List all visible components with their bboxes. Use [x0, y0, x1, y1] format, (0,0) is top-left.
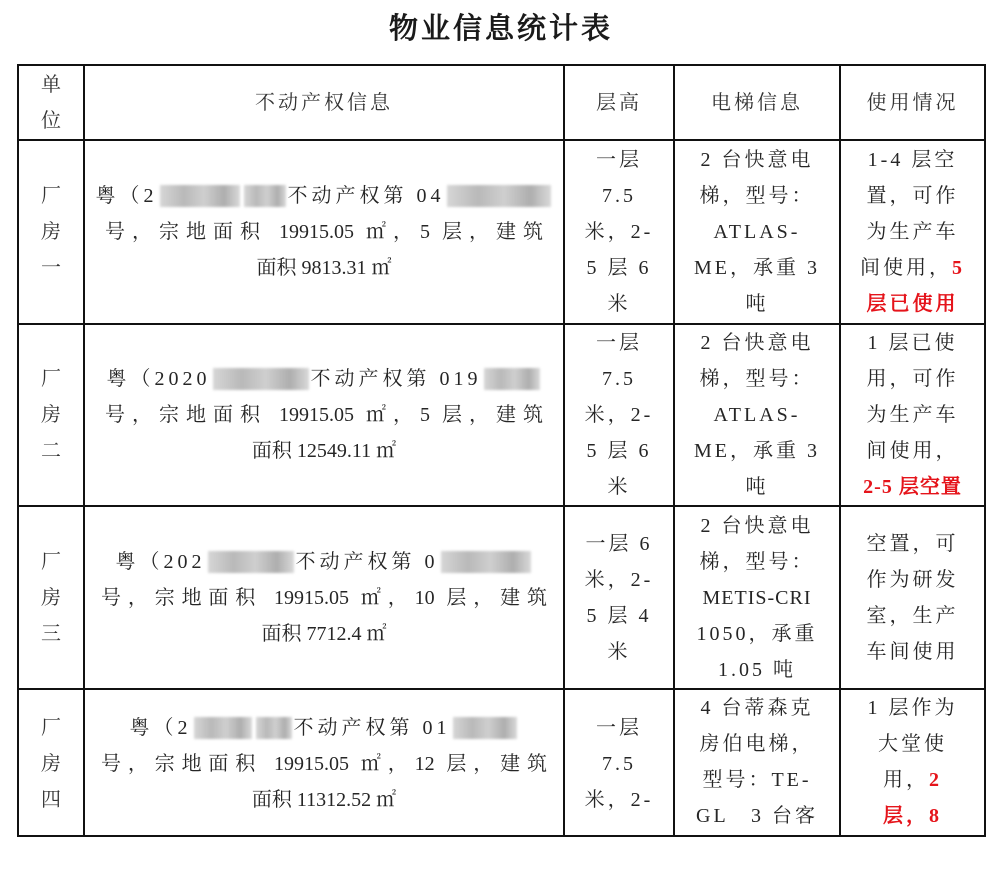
building-area-line: 面积 7712.4 ㎡: [261, 622, 387, 645]
certificate-prefix: 粤（2020: [106, 368, 211, 390]
usage-text: 为生产车: [866, 404, 959, 426]
floor-height-line: 一层 6: [585, 532, 653, 555]
redacted-block: [208, 551, 294, 573]
usage-text: 置，可作: [866, 185, 959, 207]
usage-text: 室，生产: [866, 604, 959, 627]
unit-char: 厂: [41, 185, 61, 207]
usage-text: 1 层作为: [867, 697, 958, 719]
floor-height-line: 米，2-: [584, 568, 654, 591]
header-unit-char: 单: [41, 73, 61, 96]
floor-height-line: 米，2-: [584, 221, 654, 243]
usage-line: [841, 598, 984, 634]
header-property-rights: [84, 65, 564, 140]
elevator-info-line: ATLAS-: [713, 404, 801, 426]
header-elevator-info-label: 电梯信息: [711, 91, 803, 114]
usage-line: [841, 433, 984, 469]
floor-height-line: 米: [607, 640, 631, 663]
property-rights-cell: [84, 506, 564, 689]
land-area-line: 号，宗地面积 19915.05 ㎡，5 层，建筑: [105, 404, 543, 426]
unit-char: 房: [41, 586, 61, 609]
unit-cell: [18, 506, 84, 689]
redacted-block: [484, 368, 540, 390]
building-area-line: 面积 12549.11 ㎡: [251, 440, 397, 462]
cell-content: [85, 690, 563, 835]
floor-height-line: 米: [607, 293, 631, 315]
unit-char: 厂: [41, 368, 61, 390]
floor-height-line: 一层: [596, 717, 642, 739]
usage-status-cell: [840, 140, 985, 324]
floor-height-cell: [564, 324, 674, 506]
header-property-rights-label: 不动产权信息: [255, 91, 393, 114]
building-area-line: 面积 9813.31 ㎡: [256, 257, 392, 279]
usage-text: 1 层已使: [867, 332, 958, 354]
elevator-info-line: 2 台快意电: [700, 149, 814, 171]
header-unit: [18, 65, 84, 140]
cell-content: [675, 690, 839, 835]
usage-line: [841, 286, 984, 322]
redacted-block: [453, 717, 517, 739]
usage-line: [841, 361, 984, 397]
page-title: 物业信息统计表: [388, 11, 613, 45]
property-rights-cell: [84, 324, 564, 506]
usage-line: [841, 325, 984, 361]
floor-height-cell: [564, 506, 674, 689]
usage-highlight: 5: [952, 257, 965, 279]
usage-line: [841, 214, 984, 250]
usage-text: 间使用，: [860, 257, 952, 279]
elevator-info-cell: [674, 506, 840, 689]
usage-line: [841, 562, 984, 598]
usage-highlight: 层，8: [883, 805, 942, 827]
unit-char: 厂: [41, 717, 61, 739]
elevator-info-cell: [674, 689, 840, 836]
unit-char: 厂: [41, 550, 61, 573]
cell-content: [565, 690, 673, 835]
floor-height-cell: [564, 689, 674, 836]
elevator-info-line: 型号：TE-: [702, 769, 812, 791]
unit-cell: [18, 689, 84, 836]
floor-height-line: 米: [607, 476, 631, 498]
property-info-table: [17, 64, 986, 837]
floor-height-cell: [564, 140, 674, 324]
elevator-info-cell: [674, 140, 840, 324]
unit-char: 房: [41, 404, 61, 426]
redacted-block: [244, 185, 286, 207]
elevator-info-line: 4 台蒂森克: [700, 697, 814, 719]
usage-text: 车间使用: [866, 640, 959, 663]
usage-status-cell: [840, 689, 985, 836]
header-elevator-info: [674, 65, 840, 140]
cell-content: [841, 690, 984, 835]
header-floor-height: [564, 65, 674, 140]
header-usage-status-label: 使用情况: [866, 91, 959, 114]
floor-height-line: 7.5: [602, 753, 636, 775]
table-row: [18, 506, 985, 689]
elevator-info-line: ATLAS-: [713, 221, 801, 243]
elevator-info-line: 梯，型号：: [699, 185, 815, 207]
usage-line: [841, 469, 984, 505]
elevator-info-line: 房伯电梯，: [699, 733, 815, 755]
redacted-block: [447, 185, 551, 207]
land-area-line: 号，宗地面积 19915.05 ㎡，10 层，建筑: [101, 586, 547, 609]
certificate-number: 不动产权第 01: [293, 717, 451, 739]
unit-char: 二: [41, 440, 61, 462]
usage-line: [841, 726, 984, 762]
usage-text: 间使用，: [866, 440, 959, 462]
usage-line: [841, 250, 984, 286]
table-header-row: [18, 65, 985, 140]
floor-height-line: 一层: [596, 332, 642, 354]
elevator-info-line: 2 台快意电: [700, 332, 814, 354]
usage-line: [841, 690, 984, 726]
certificate-line: [85, 178, 563, 214]
elevator-info-line: 梯，型号：: [699, 550, 815, 573]
elevator-info-line: 吨: [745, 476, 769, 498]
usage-text: 为生产车: [866, 221, 959, 243]
header-unit-char: 位: [41, 109, 61, 132]
certificate-prefix: 粤（2: [129, 717, 192, 739]
elevator-info-line: 1.05 吨: [718, 658, 796, 681]
certificate-number: 不动产权第 04: [287, 185, 445, 207]
usage-text: 空置，可: [866, 532, 959, 555]
certificate-line: [85, 710, 563, 746]
elevator-info-cell: [674, 324, 840, 506]
redacted-block: [194, 717, 252, 739]
property-rights-cell: [84, 140, 564, 324]
usage-line: [841, 634, 984, 670]
usage-status-cell: [840, 506, 985, 689]
header-floor-height-label: 层高: [596, 91, 642, 114]
unit-char: 房: [41, 221, 61, 243]
usage-line: [841, 762, 984, 798]
redacted-block: [160, 185, 240, 207]
floor-height-line: 7.5: [602, 185, 636, 207]
certificate-line: [85, 361, 563, 397]
redacted-block: [441, 551, 531, 573]
elevator-info-line: 1050，承重: [696, 622, 818, 645]
unit-cell: [18, 140, 84, 324]
usage-line: [841, 397, 984, 433]
usage-line: [841, 178, 984, 214]
usage-text: 作为研发: [866, 568, 959, 591]
floor-height-line: 米，2-: [584, 404, 654, 426]
elevator-info-line: ME，承重 3: [694, 257, 820, 279]
header-usage-status: [840, 65, 985, 140]
usage-line: [841, 526, 984, 562]
table-row: [18, 689, 985, 836]
floor-height-line: 米，2-: [584, 789, 654, 811]
elevator-info-line: ME，承重 3: [694, 440, 820, 462]
elevator-info-line: GL 3 台客: [696, 805, 818, 827]
building-area-line: 面积 11312.52 ㎡: [251, 789, 397, 811]
table-row: [18, 140, 985, 324]
usage-text: 大堂使: [878, 733, 947, 755]
land-area-line: 号，宗地面积 19915.05 ㎡，12 层，建筑: [101, 753, 547, 775]
unit-cell: [18, 324, 84, 506]
usage-text: 1-4 层空: [867, 149, 958, 171]
certificate-prefix: 粤（2: [95, 185, 158, 207]
unit-char: 一: [41, 257, 61, 279]
usage-line: [841, 142, 984, 178]
elevator-info-line: 吨: [745, 293, 769, 315]
land-area-line: 号，宗地面积 19915.05 ㎡，5 层，建筑: [105, 221, 543, 243]
unit-char: 四: [41, 789, 61, 811]
elevator-info-line: METIS-CRI: [702, 586, 812, 609]
certificate-number: 不动产权第 0: [295, 550, 439, 573]
usage-highlight: 2-5 层空置: [863, 476, 962, 498]
floor-height-line: 7.5: [602, 368, 636, 390]
usage-highlight: 2: [929, 769, 942, 791]
unit-char: 房: [41, 753, 61, 775]
usage-status-cell: [840, 324, 985, 506]
floor-height-line: 5 层 6: [586, 257, 652, 279]
certificate-number: 不动产权第 019: [310, 368, 482, 390]
usage-text: 用，可作: [866, 368, 959, 390]
unit-char: 三: [41, 622, 61, 645]
table-row: [18, 324, 985, 506]
usage-highlight: 层已使用: [866, 293, 959, 315]
floor-height-line: 一层: [596, 149, 642, 171]
floor-height-line: 5 层 4: [586, 604, 652, 627]
certificate-line: [85, 544, 563, 580]
redacted-block: [256, 717, 292, 739]
certificate-prefix: 粤（202: [115, 550, 206, 573]
redacted-block: [213, 368, 309, 390]
usage-text: 用，: [883, 769, 929, 791]
elevator-info-line: 梯，型号：: [699, 368, 815, 390]
cell-content: [19, 690, 83, 835]
property-rights-cell: [84, 689, 564, 836]
usage-line: [841, 798, 984, 834]
elevator-info-line: 2 台快意电: [700, 514, 814, 537]
floor-height-line: 5 层 6: [586, 440, 652, 462]
